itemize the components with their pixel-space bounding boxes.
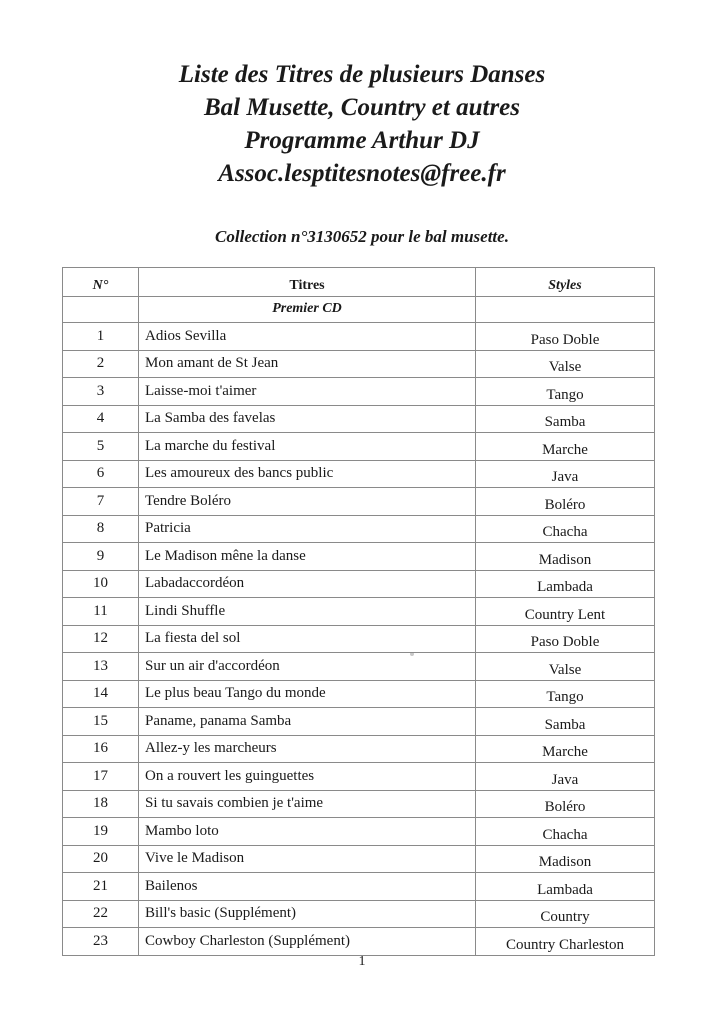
row-title: La Samba des favelas <box>139 405 476 433</box>
section-empty-cell <box>476 296 655 323</box>
section-empty-cell <box>63 296 139 323</box>
table-row <box>63 378 655 406</box>
row-title: Adios Sevilla <box>139 323 476 351</box>
row-style: Boléro <box>476 790 655 818</box>
table-row <box>63 900 655 928</box>
row-style: Java <box>476 460 655 488</box>
header-title: Titres <box>139 268 476 297</box>
row-number: 23 <box>63 928 139 956</box>
table-row <box>63 790 655 818</box>
row-style: Chacha <box>476 515 655 543</box>
row-title: Le plus beau Tango du monde <box>139 680 476 708</box>
row-style: Java <box>476 763 655 791</box>
table-row <box>63 928 655 956</box>
section-label: Premier CD <box>139 296 476 323</box>
row-style: Lambada <box>476 570 655 598</box>
row-number: 11 <box>63 598 139 626</box>
row-style: Valse <box>476 653 655 681</box>
document-title <box>0 58 724 190</box>
row-title: Labadaccordéon <box>139 570 476 598</box>
row-style: Country Lent <box>476 598 655 626</box>
row-number: 17 <box>63 763 139 791</box>
row-style: Marche <box>476 735 655 763</box>
page-number: 1 <box>358 954 366 969</box>
table-row <box>63 350 655 378</box>
row-title: La marche du festival <box>139 433 476 461</box>
row-number: 4 <box>63 405 139 433</box>
row-style: Paso Doble <box>476 625 655 653</box>
table-row <box>63 735 655 763</box>
row-title: Mon amant de St Jean <box>139 350 476 378</box>
row-title: Sur un air d'accordéon <box>139 653 476 681</box>
row-style: Madison <box>476 845 655 873</box>
row-title: Vive le Madison <box>139 845 476 873</box>
collection-subtitle: Collection n°3130652 pour le bal musette. <box>215 227 509 246</box>
row-title: Mambo loto <box>139 818 476 846</box>
row-number: 9 <box>63 543 139 571</box>
table-row <box>63 570 655 598</box>
row-number: 15 <box>63 708 139 736</box>
row-title: Le Madison mêne la danse <box>139 543 476 571</box>
table-row <box>63 515 655 543</box>
row-style: Country Charleston <box>476 928 655 956</box>
row-title: Si tu savais combien je t'aime <box>139 790 476 818</box>
table-row <box>63 405 655 433</box>
row-number: 8 <box>63 515 139 543</box>
table-row <box>63 873 655 901</box>
row-title: On a rouvert les guinguettes <box>139 763 476 791</box>
section-row <box>63 296 655 323</box>
row-title: La fiesta del sol <box>139 625 476 653</box>
title-line-3: Programme Arthur DJ <box>244 127 480 154</box>
row-style: Madison <box>476 543 655 571</box>
table-row <box>63 653 655 681</box>
row-style: Country <box>476 900 655 928</box>
row-number: 19 <box>63 818 139 846</box>
row-number: 12 <box>63 625 139 653</box>
row-number: 10 <box>63 570 139 598</box>
table-header-row <box>63 268 655 297</box>
row-number: 6 <box>63 460 139 488</box>
table-row <box>63 543 655 571</box>
row-number: 20 <box>63 845 139 873</box>
row-style: Valse <box>476 350 655 378</box>
table-row <box>63 708 655 736</box>
table-row <box>63 818 655 846</box>
row-number: 3 <box>63 378 139 406</box>
table-row <box>63 460 655 488</box>
row-style: Samba <box>476 708 655 736</box>
table-row <box>63 488 655 516</box>
row-number: 16 <box>63 735 139 763</box>
row-number: 2 <box>63 350 139 378</box>
row-style: Tango <box>476 378 655 406</box>
title-line-email: Assoc.lesptitesnotes@free.fr <box>218 160 506 187</box>
table-row <box>63 625 655 653</box>
row-title: Les amoureux des bancs public <box>139 460 476 488</box>
row-number: 14 <box>63 680 139 708</box>
row-title: Paname, panama Samba <box>139 708 476 736</box>
table-row <box>63 763 655 791</box>
title-line-1: Liste des Titres de plusieurs Danses <box>178 61 546 88</box>
row-title: Laisse-moi t'aimer <box>139 378 476 406</box>
header-style: Styles <box>476 268 655 297</box>
song-table <box>62 267 655 956</box>
row-number: 13 <box>63 653 139 681</box>
row-title: Allez-y les marcheurs <box>139 735 476 763</box>
header-number: N° <box>63 268 139 297</box>
row-title: Cowboy Charleston (Supplément) <box>139 928 476 956</box>
title-line-2: Bal Musette, Country et autres <box>203 94 520 121</box>
row-style: Marche <box>476 433 655 461</box>
table-row <box>63 323 655 351</box>
row-number: 7 <box>63 488 139 516</box>
row-style: Lambada <box>476 873 655 901</box>
table-row <box>63 598 655 626</box>
row-style: Samba <box>476 405 655 433</box>
row-title: Bill's basic (Supplément) <box>139 900 476 928</box>
row-style: Chacha <box>476 818 655 846</box>
row-style: Boléro <box>476 488 655 516</box>
row-style: Tango <box>476 680 655 708</box>
row-number: 18 <box>63 790 139 818</box>
row-title: Lindi Shuffle <box>139 598 476 626</box>
row-title: Bailenos <box>139 873 476 901</box>
table-row <box>63 433 655 461</box>
table-row <box>63 845 655 873</box>
row-style: Paso Doble <box>476 323 655 351</box>
row-number: 22 <box>63 900 139 928</box>
table-row <box>63 680 655 708</box>
row-number: 21 <box>63 873 139 901</box>
row-title: Patricia <box>139 515 476 543</box>
row-number: 1 <box>63 323 139 351</box>
row-number: 5 <box>63 433 139 461</box>
row-title: Tendre Boléro <box>139 488 476 516</box>
